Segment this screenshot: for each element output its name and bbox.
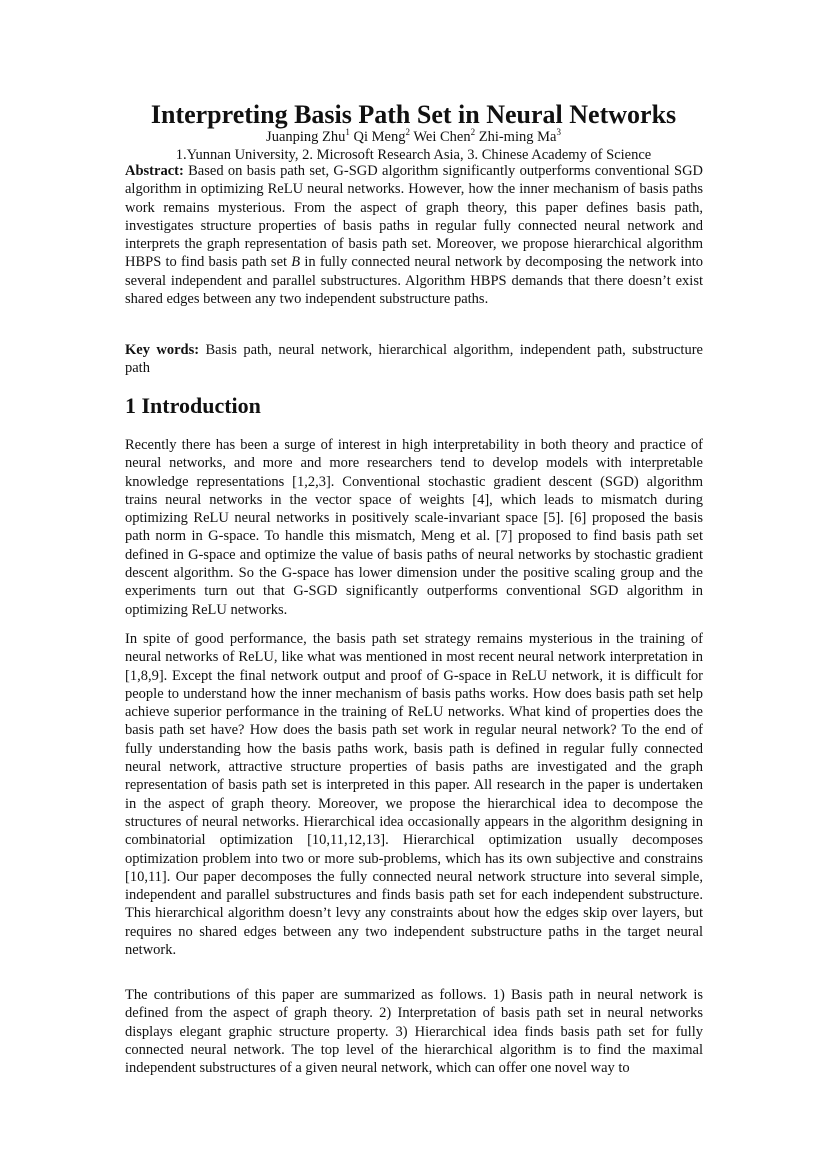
author-affil-mark: 1 <box>345 127 350 138</box>
intro-paragraph-3: The contributions of this paper are summarized as follows. 1) Basis path in neural network is defined from the aspect of graph theory. 2) Interpretation of basis path set in neural networks displays elegant graphic structure property. 3) Hierarchical idea finds basis path set for fully connected neural network. The top level of the hierarchical algorithm is to find the maximal independent substructures of a given neural network, which can offer one novel way to <box>125 987 703 1077</box>
author-name: Juanping Zhu <box>266 129 346 145</box>
basis-set-symbol: B <box>291 254 301 271</box>
author-list <box>0 128 827 146</box>
paper-title: Interpreting Basis Path Set in Neural Networks <box>150 100 677 129</box>
affiliations: 1.Yunnan University, 2. Microsoft Research Asia, 3. Chinese Academy of Science <box>175 147 652 163</box>
keywords-label: Key words: <box>125 342 200 358</box>
author-affil-mark: 3 <box>556 127 561 138</box>
section-heading-introduction: 1 Introduction <box>125 393 261 418</box>
intro-paragraph-2: In spite of good performance, the basis path set strategy remains mysterious in the training of neural networks of ReLU, like what was mentioned in most recent neural network interpretation in [1,8,9]. Except the final network output and proof of G-space in ReLU network, it is difficult for people to understand how the inner mechanism of basis paths works. How does basis path set help achieve superior performance in the training of ReLU networks. What kind of properties does the basis path set have? How does the basis path set work in regular neural network? To the end of fully understanding how the basis paths work, basis path is defined in regular fully connected neural network, attractive structure properties of basis paths are investigated and the graph representation of basis path set is interpreted in this paper. All research in the paper is undertaken in the aspect of graph theory. Moreover, we propose the hierarchical idea to decompose the structures of neural networks. Hierarchical idea occasionally appears in the algorithm designing in combinatorial optimization [10,11,12,13]. Hierarchical optimization usually decomposes optimization problem into two or more sub-problems, which has its own subjective and constrains [10,11]. Our paper decomposes the fully connected neural network structure into several simple, independent and parallel substructures and finds basis path set for each independent substructure. This hierarchical algorithm doesn’t levy any constraints about how the edges skip over layers, but requires no shared edges between any two independent substructure paths in the target neural network. <box>125 631 703 959</box>
intro-paragraph-1: Recently there has been a surge of interest in high interpretability in both theory and practice of neural networks, and more and more researchers tend to develop models with interpretable knowledge representations [1,2,3]. Conventional stochastic gradient descent (SGD) algorithm trains neural networks in the vector space of weights [4], which leads to mismatch during optimizing ReLU neural networks in positively scale-invariant space [5]. [6] proposed the basis path norm in G-space. To handle this mismatch, Meng et al. [7] proposed to find basis path set defined in G-space and optimize the value of basis paths of neural networks by stochastic gradient descent algorithm. So the G-space has lower dimension under the positive scaling group and the experiments turn out that G-SGD significantly outperforms conventional SGD algorithm in optimizing ReLU networks. <box>125 437 703 618</box>
author-affil-mark: 2 <box>470 127 476 138</box>
author-name: Zhi-ming Ma <box>478 129 557 145</box>
author-affil-mark: 2 <box>405 127 410 138</box>
abstract-text-part1: Based on basis path set, G-SGD algorithm significantly outperforms conventional SGD algorithm in optimizing ReLU neural networks. However, how the inner mechanism of basis paths work remains mysterious. From the aspect of graph theory, this paper defines basis path, investigates structure properties of basis paths in regular fully connected neural network and interprets the graph representation of basis path set. Moreover, we propose hierarchical algorithm HBPS to find basis path set <box>125 163 704 271</box>
abstract-label: Abstract: <box>125 163 184 179</box>
keywords <box>125 341 703 378</box>
author-name: Wei Chen <box>413 129 471 145</box>
abstract-text-part2: in fully connected neural network by decomposing the network into several independent and parallel substructures. Algorithm HBPS demands that there doesn’t exist shared edges between any two independent substructure paths. <box>125 254 704 308</box>
abstract <box>125 162 703 308</box>
keywords-text: Basis path, neural network, hierarchical algorithm, independent path, substructure path <box>125 342 703 377</box>
author-name: Qi Meng <box>353 129 406 145</box>
